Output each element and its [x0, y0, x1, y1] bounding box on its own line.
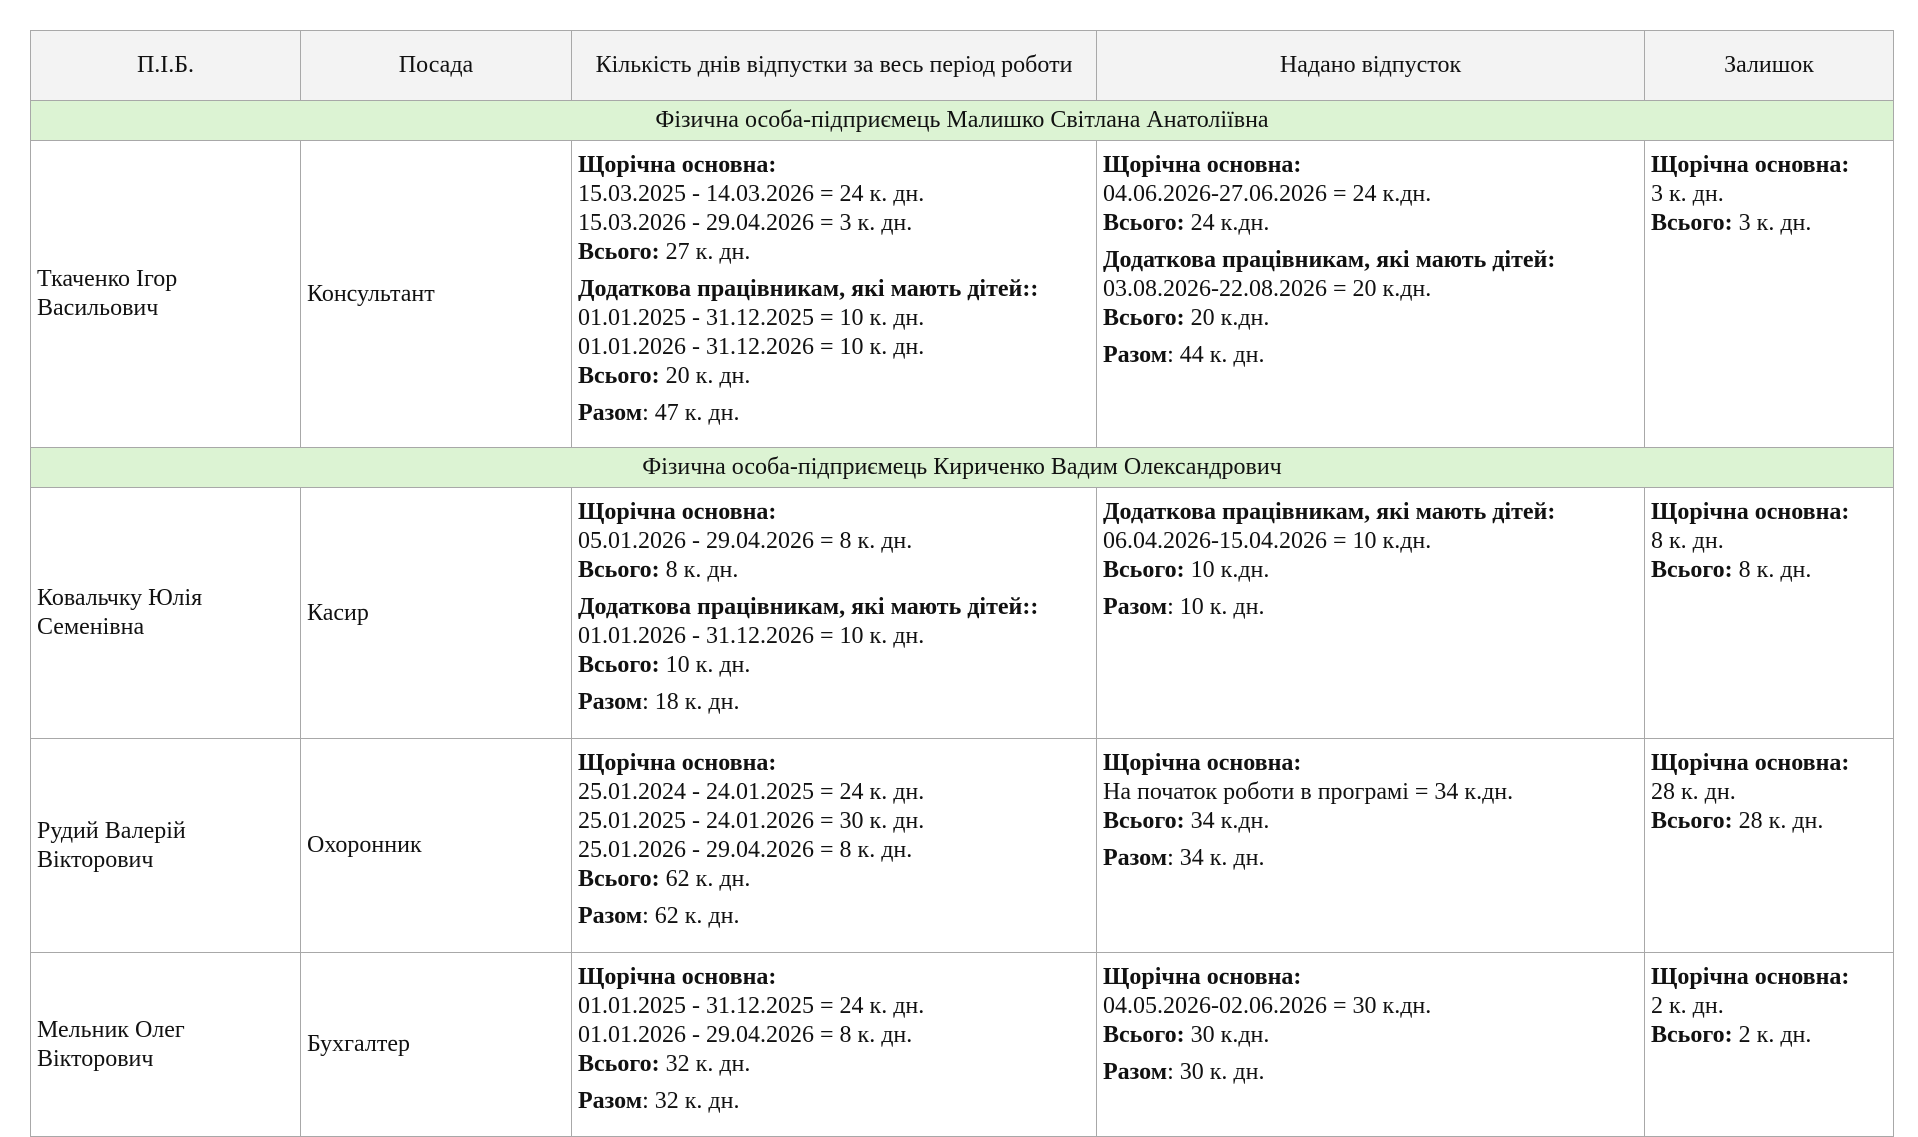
block-heading: Щорічна основна:: [1103, 152, 1302, 178]
block-total: Всього: 27 к. дн.: [578, 239, 751, 265]
block-heading: Щорічна основна:: [1651, 750, 1850, 776]
period-line: 01.01.2026 - 31.12.2026 = 10 к. дн.: [578, 334, 925, 360]
block-heading: Щорічна основна:: [578, 152, 777, 178]
days-total-cell: [572, 488, 1097, 739]
granted-sum: Разом: 34 к. дн.: [1103, 845, 1265, 871]
period-line: 05.01.2026 - 29.04.2026 = 8 к. дн.: [578, 528, 913, 554]
days-sum: Разом: 62 к. дн.: [578, 903, 740, 929]
block-total: Всього: 34 к.дн.: [1103, 808, 1270, 834]
vacation-block: [578, 151, 1090, 267]
header-granted: Надано відпусток: [1097, 31, 1645, 101]
block-total: Всього: 3 к. дн.: [1651, 210, 1812, 236]
block-heading: Щорічна основна:: [1651, 499, 1850, 525]
employee-position: Консультант: [301, 141, 572, 448]
block-total: Всього: 32 к. дн.: [578, 1051, 751, 1077]
block-total: Всього: 62 к. дн.: [578, 866, 751, 892]
period-line: 01.01.2026 - 31.12.2026 = 10 к. дн.: [578, 623, 925, 649]
block-heading: Щорічна основна:: [578, 750, 777, 776]
vacation-block: [1651, 749, 1887, 836]
vacation-block: [578, 275, 1090, 391]
vacation-block: [1103, 151, 1638, 238]
period-line: 04.06.2026-27.06.2026 = 24 к.дн.: [1103, 181, 1432, 207]
block-heading: Додаткова працівникам, які мають дітей::: [578, 594, 1039, 620]
block-total: Всього: 24 к.дн.: [1103, 210, 1270, 236]
days-total-cell: [572, 953, 1097, 1137]
vacation-block: [1103, 246, 1638, 333]
period-line: 01.01.2026 - 29.04.2026 = 8 к. дн.: [578, 1022, 913, 1048]
days-sum: Разом: 47 к. дн.: [578, 400, 740, 426]
block-total: Всього: 8 к. дн.: [1651, 557, 1812, 583]
employee-name: Ковальчку Юлія Семенівна: [31, 488, 301, 739]
granted-cell: [1097, 953, 1645, 1137]
period-line: 25.01.2026 - 29.04.2026 = 8 к. дн.: [578, 837, 913, 863]
header-position: Посада: [301, 31, 572, 101]
period-line: 25.01.2024 - 24.01.2025 = 24 к. дн.: [578, 779, 925, 805]
group-title: Фізична особа-підприємець Малишко Світлана Анатоліївна: [31, 101, 1894, 141]
vacation-block: [578, 498, 1090, 585]
period-line: 03.08.2026-22.08.2026 = 20 к.дн.: [1103, 276, 1432, 302]
period-line: 15.03.2025 - 14.03.2026 = 24 к. дн.: [578, 181, 925, 207]
granted-cell: [1097, 739, 1645, 953]
group-row: [31, 101, 1894, 141]
granted-cell: [1097, 141, 1645, 448]
period-line: 06.04.2026-15.04.2026 = 10 к.дн.: [1103, 528, 1432, 554]
granted-sum: Разом: 30 к. дн.: [1103, 1059, 1265, 1085]
remaining-cell: [1645, 739, 1894, 953]
period-line: 28 к. дн.: [1651, 779, 1736, 805]
employee-position: Касир: [301, 488, 572, 739]
days-total-cell: [572, 739, 1097, 953]
table-row: [31, 141, 1894, 448]
period-line: 01.01.2025 - 31.12.2025 = 24 к. дн.: [578, 993, 925, 1019]
block-heading: Щорічна основна:: [578, 964, 777, 990]
table-row: [31, 953, 1894, 1137]
block-heading: Щорічна основна:: [578, 499, 777, 525]
vacation-block: [1103, 498, 1638, 585]
block-total: Всього: 10 к.дн.: [1103, 557, 1270, 583]
block-heading: Додаткова працівникам, які мають дітей::: [578, 276, 1039, 302]
block-heading: Щорічна основна:: [1651, 964, 1850, 990]
period-line: На початок роботи в програмі = 34 к.дн.: [1103, 779, 1514, 805]
block-heading: Щорічна основна:: [1651, 152, 1850, 178]
block-total: Всього: 2 к. дн.: [1651, 1022, 1812, 1048]
block-heading: Додаткова працівникам, які мають дітей:: [1103, 247, 1556, 273]
block-total: Всього: 30 к.дн.: [1103, 1022, 1270, 1048]
granted-cell: [1097, 488, 1645, 739]
block-heading: Щорічна основна:: [1103, 964, 1302, 990]
group-row: [31, 448, 1894, 488]
granted-sum: Разом: 10 к. дн.: [1103, 594, 1265, 620]
block-total: Всього: 28 к. дн.: [1651, 808, 1824, 834]
employee-name: Мельник Олег Вікторович: [31, 953, 301, 1137]
period-line: 04.05.2026-02.06.2026 = 30 к.дн.: [1103, 993, 1432, 1019]
granted-sum: Разом: 44 к. дн.: [1103, 342, 1265, 368]
period-line: 25.01.2025 - 24.01.2026 = 30 к. дн.: [578, 808, 925, 834]
period-line: 3 к. дн.: [1651, 181, 1724, 207]
header-remaining: Залишок: [1645, 31, 1894, 101]
remaining-cell: [1645, 953, 1894, 1137]
block-total: Всього: 20 к.дн.: [1103, 305, 1270, 331]
table-header-row: [31, 31, 1894, 101]
days-sum: Разом: 18 к. дн.: [578, 689, 740, 715]
period-line: 15.03.2026 - 29.04.2026 = 3 к. дн.: [578, 210, 913, 236]
days-sum: Разом: 32 к. дн.: [578, 1088, 740, 1114]
employee-position: Охоронник: [301, 739, 572, 953]
vacation-block: [1103, 749, 1638, 836]
group-title: Фізична особа-підприємець Кириченко Вадим Олександрович: [31, 448, 1894, 488]
days-total-cell: [572, 141, 1097, 448]
header-days-total: Кількість днів відпустки за весь період роботи: [572, 31, 1097, 101]
employee-name: Ткаченко Ігор Васильович: [31, 141, 301, 448]
vacation-block: [578, 963, 1090, 1079]
block-total: Всього: 20 к. дн.: [578, 363, 751, 389]
table-row: [31, 488, 1894, 739]
period-line: 2 к. дн.: [1651, 993, 1724, 1019]
block-heading: Щорічна основна:: [1103, 750, 1302, 776]
employee-name: Рудий Валерій Вікторович: [31, 739, 301, 953]
block-heading: Додаткова працівникам, які мають дітей:: [1103, 499, 1556, 525]
vacation-block: [578, 593, 1090, 680]
period-line: 01.01.2025 - 31.12.2025 = 10 к. дн.: [578, 305, 925, 331]
vacation-block: [1651, 151, 1887, 238]
employee-position: Бухгалтер: [301, 953, 572, 1137]
period-line: 8 к. дн.: [1651, 528, 1724, 554]
vacation-block: [578, 749, 1090, 894]
header-name: П.І.Б.: [31, 31, 301, 101]
block-total: Всього: 10 к. дн.: [578, 652, 751, 678]
table-row: [31, 739, 1894, 953]
vacation-block: [1103, 963, 1638, 1050]
vacation-block: [1651, 963, 1887, 1050]
remaining-cell: [1645, 141, 1894, 448]
remaining-cell: [1645, 488, 1894, 739]
block-total: Всього: 8 к. дн.: [578, 557, 739, 583]
vacation-block: [1651, 498, 1887, 585]
vacation-table: [30, 30, 1894, 1137]
